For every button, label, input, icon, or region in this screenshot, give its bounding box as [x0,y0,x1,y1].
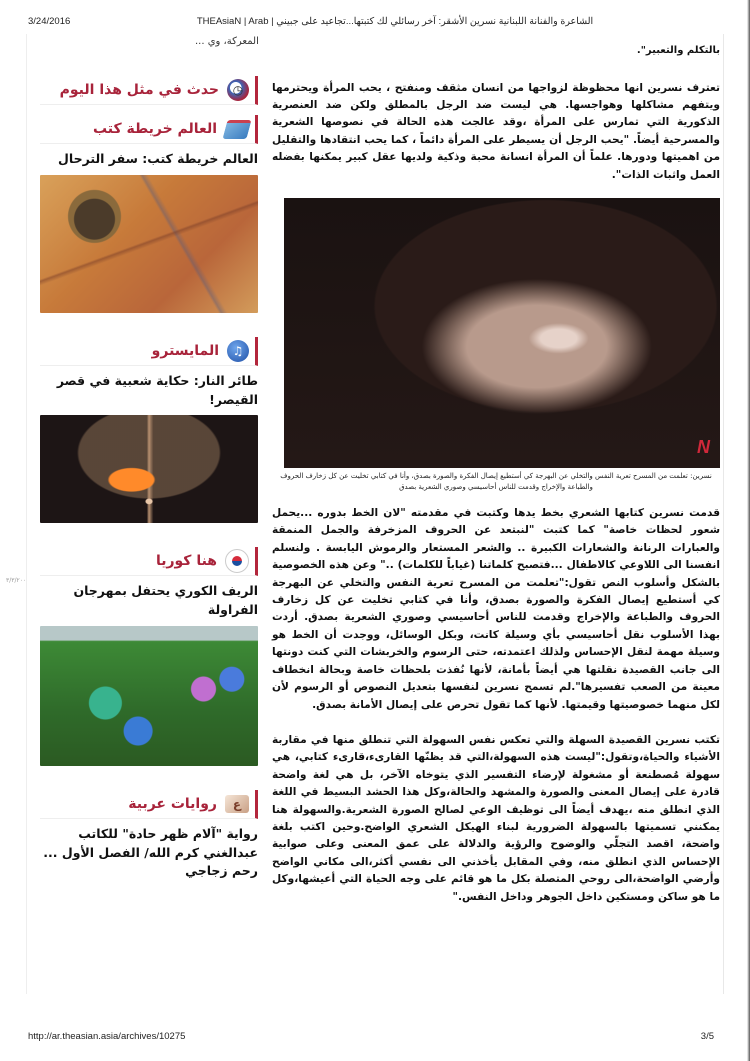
print-header [0,16,750,32]
korea-flag-icon [225,549,249,573]
widget-heading[interactable] [40,547,258,576]
print-date: 3/24/2016 [28,16,71,27]
article-paragraph: تكتب نسرين القصيدة السهلة والتي تعكس نفس السهولة التي تنطلق منها في مقاربة الأشياء والحياة،وتقول:"ليست هذه السهولة،التي قد يظنّها القارىء،قارىء كتابي، هي سهولة مُصطنعة أو مشغولة لإرضاء التفسير الذي يتوخاه الآخر، بل هي لغة واضحة قادرة على إيصال المعنى والصورة والمشهد والحالة،وكل هذا الحشد البسيط في اللغة الذي انطلق منه ،يهدف أيضاً الى توظيف الوعي لصالح الصورة الشعرية.والسهولة هنا يمكنني تسميتها بالسهولة الضرورية لبناء الهيكل الشعري الواضح.وحين اكتب بلغة واضحة، اقصد التجلّي والوضوح والرؤية والدلالة على عمق المعنى وعلى صوابية الإحساس الذي انطلق منه، وفي المقابل يأخذني الى نفسي أكثر،الى مكاني الواضح وأرضي الواضحة،الى روحي المتصلة بكل ما هو قائم على وجه الحياة التي أعيشها،وكل ما هو ساكن ومستكين داخل الجوهر وداخل النفس." [272,733,720,903]
watermark-logo: N [697,437,710,458]
widget-heading[interactable] [40,790,258,819]
article-link[interactable]: طائر النار: حكاية شعبية في قصر القيصر! [56,372,258,407]
widget-on-this-day [40,76,258,105]
article-link[interactable]: رواية "آلام ظهر حادة" للكاتب عبدالغني كرم الله/ الفصل الأول ... رحم زجاجي [43,825,258,879]
widget-title[interactable]: المايسترو [151,342,219,359]
widget-title[interactable]: حدث في مثل هذا اليوم [59,82,219,98]
article-photo-portrait [284,198,720,468]
margin-note: ٣/٣/٢٠٠ [6,577,27,584]
article-link[interactable]: العالم خريطة كتب: سفر الترحال [58,151,258,166]
clock-icon: ◷ [227,79,249,101]
book-icon [222,120,251,139]
photo-caption: نسرين: تعلمت من المسرح تعرية النفس والتخلي عن البهرجة كي أستطيع إيصال الفكرة والصورة بصدق، وأنا في كتابي تخليت عن كل زخارف الحروف والطباعة والإخراج وقدمت للناس أحاسيسي وصوري الشعرية بصدق [280,472,712,492]
widget-arabic-novels [40,790,258,881]
article-thumbnail-ballet[interactable] [40,415,258,523]
article-paragraph: تعترف نسرين انها محظوظة لزواجها من انسان مثقف ومنفتح ، يحب المرأة ويحترمها ويتفهم مشاكلها وهواجسها. هي ليست ضد الرجل بالمطلق ولكن ضد العنصرية الذكورية التي تمارس على المرأة ،وقد عالجت هذه الحالة في نصوصها الشعرية والمسرحية أيضاً. "يحب الرجل أن يسيطر على المرأة دائماً ، كما يحب انتقادها والتقليل من اهميتها ودورها. علماً أن المرأة انسانة محبة وذكية ولديها عقل كبير يمكنها بفضله العمل واثبات الذات". [272,81,720,181]
open-book-icon: ع [225,795,249,813]
widget-world-map-books [40,115,258,313]
page-number: 3/5 [700,1031,714,1042]
widget-title[interactable]: العالم خريطة كتب [92,121,217,137]
music-note-icon: ♫ [227,340,249,362]
sidebar [40,36,259,891]
widget-heading[interactable] [40,115,258,144]
widget-title[interactable]: روايات عربية [128,795,217,812]
article-thumbnail-strawberry-festival[interactable] [40,626,258,766]
sidebar-continuation: المعركة، وي ... [195,36,259,47]
article-paragraph: قدمت نسرين كتابها الشعري بخط يدها وكتبت في مقدمته "لان الخط بدوره ...يحمل شعور لحظات خاصة" كما كتبت "لنبتعد عن الحروف المزخرفة والجمل المنمقة والعبارات الرنانة والشعارات الكبيرة .. والشعر المستعار والرموش اليابسة . ولنسلم انفسنا الى اللاوعي كالاطفال ...فتصبح كلماتنا (غياباً للكلمات) .." وعن هذه الخصوصية بالشكل وأسلوب النص تقول:"تعلمت من المسرح تعرية النفس والتخلي عن البهرجة كي أستطيع إيصال الفكرة والصورة بصدق، وأنا في كتابي تخليت عن كل زخارف الحروف والطباعة والإخراج وقدمت للناس أحاسيسي وصوري الشعرية بصدق. أردت بهذا الأسلوب نقل أحاسيسي بأي وسيلة كانت، وبكل الوسائل، ووجدت أن الخط هو وسيلة مهمة لنقل الإحساس ولذلك اعتمدته، حتى الرسوم والخربشات التي كنت دونتها الى جانب القصيدة نقلتها هي أيضاً بأمانة، لأنها نُفذت بلحظات خاصة وبحالة انخطاف معينة من الصعب تفسيرها".لم تسمح نسرين لنفسها بتعديل النصوص أو الرسوم لأن لكل منهما خصوصيتها وقيمتها. لأنها كما تقول تحرص على إيصال الأمانة بصدق. [272,507,720,711]
article-body [272,42,720,906]
article-link[interactable]: الريف الكوري يحتفل بمهرجان الفراولة [73,583,258,617]
page-url: http://ar.theasian.asia/archives/10275 [28,1031,186,1042]
widget-heading[interactable] [40,76,258,105]
print-page-title: الشاعرة والفنانة اللبنانية نسرين الأشقر: آخر رسائلي لك كتبتها...تجاعيد على جبيني | THEAsiaN | Arab [196,16,594,27]
widget-here-korea [40,547,258,766]
widget-maestro [40,337,258,524]
widget-title[interactable]: هنا كوريا [155,553,217,570]
widget-heading[interactable] [40,337,258,366]
paragraph-continuation: بالتكلم والتعبير". [636,45,720,56]
article-thumbnail-map-compass[interactable] [40,175,258,313]
